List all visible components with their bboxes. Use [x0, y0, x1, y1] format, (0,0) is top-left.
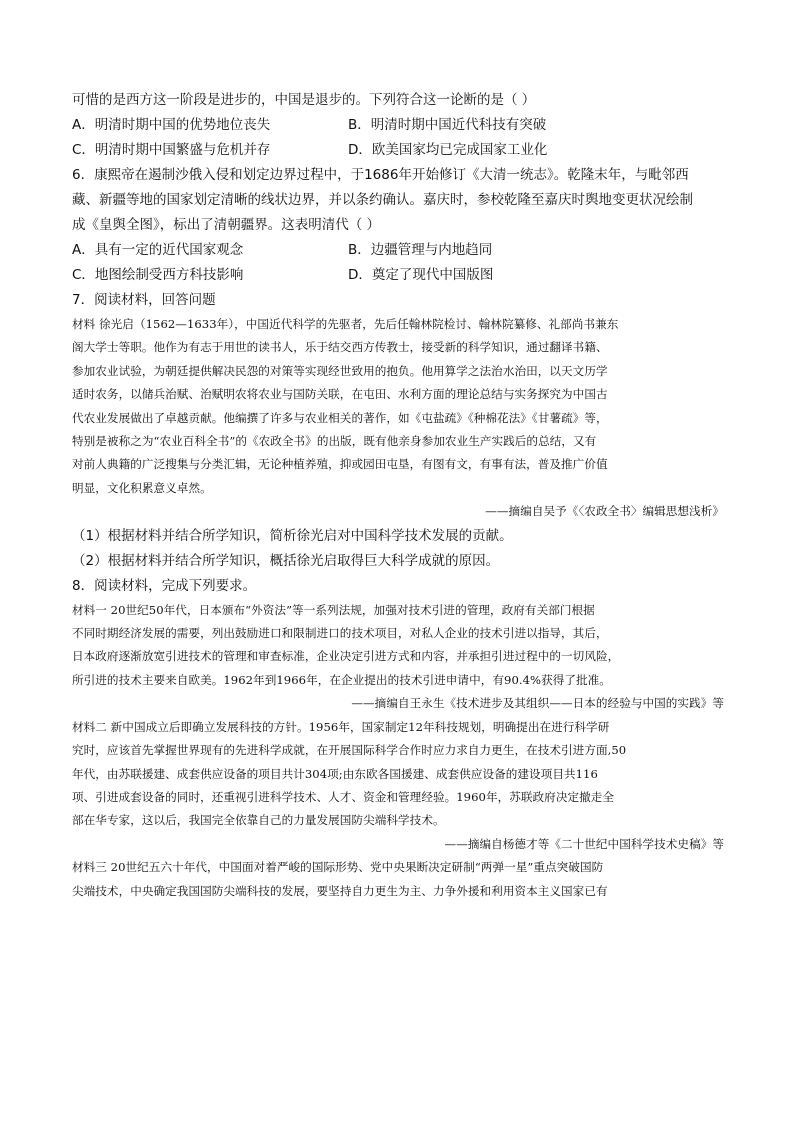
q8-source-1: ——摘编自王永生《技术进步及其组织——日本的经验与中国的实践》等	[351, 696, 724, 711]
q6-option-a[interactable]: A．具有一定的近代国家观念	[72, 242, 244, 258]
q8-material3-line: 尖端技术，中央确定我国国防尖端科技的发展，要坚持自力更生为主、力争外援和利用资本主义国家已有	[72, 883, 608, 898]
question-8	[72, 574, 724, 903]
q7-material-line: 明显，文化积累意义卓然。	[72, 480, 212, 495]
q6-options-row-1	[72, 238, 724, 263]
q8-source-2: ——摘编自杨德才等《二十世纪中国科学技术史稿》等	[444, 836, 724, 851]
q7-material	[72, 313, 724, 524]
q5-options-row-1	[72, 113, 724, 138]
q7-source: ——摘编自吴予《〈农政全书〉编辑思想浅析》	[485, 504, 724, 519]
q8-material1-line: 材料一 20世纪50年代，日本颁布“外资法”等一系列法规，加强对技术引进的管理，政府有关部门根据	[72, 602, 595, 617]
exam-page	[72, 88, 724, 903]
q5-option-a[interactable]: A．明清时期中国的优势地位丧失	[72, 117, 271, 133]
q5-option-d[interactable]: D．欧美国家均已完成国家工业化	[348, 142, 548, 158]
q7-material-line: 适时农务，以储兵治赋、治赋明农将农业与国防关联，在屯田、水利方面的理论总结与实务探究为中国古	[72, 387, 608, 402]
question-5	[72, 88, 724, 163]
q7-material-line: 代农业发展做出了卓越贡献。他编撰了许多与农业相关的著作，如《屯盐疏》《种棉花法》《甘薯疏》等，	[72, 410, 608, 425]
q8-material1-line: 不同时期经济发展的需要，列出鼓励进口和限制进口的技术项目，对私人企业的技术引进以指导，其后，	[72, 626, 608, 641]
q6-option-d[interactable]: D．奠定了现代中国版图	[348, 267, 494, 283]
q6-stem-line: 藏、新疆等地的国家划定清晰的线状边界，并以条约确认。嘉庆时，参校乾隆至嘉庆时舆地变更状况绘制	[72, 192, 693, 208]
q8-title: 8．阅读材料，完成下列要求。	[72, 577, 257, 594]
q6-option-b[interactable]: B．边疆管理与内地趋同	[348, 242, 493, 258]
q7-material-line: 参加农业试验，为朝廷提供解决民怨的对策等实现经世致用的抱负。他用算学之法治水治田，以天文历学	[72, 363, 608, 378]
q8-material-3	[72, 856, 724, 903]
q7-subquestion-1: （1）根据材料并结合所学知识，简析徐光启对中国科学技术发展的贡献。	[72, 527, 513, 544]
q7-title: 7．阅读材料，回答问题	[72, 292, 216, 308]
q7-material-line: 阁大学士等职。他作为有志于用世的读书人，乐于结交西方传教士，接受新的科学知识，通过翻译书籍、	[72, 340, 608, 355]
q5-stem: 可惜的是西方这一阶段是进步的，中国是退步的。下列符合这一论断的是（ ）	[72, 92, 536, 108]
q8-material2-line: 究时，应该首先掌握世界现有的先进科学成就，在开展国际科学合作时应力求自力更生，在技术引进方面,50	[72, 743, 627, 758]
q8-material2-line: 部在华专家，这以后，我国完全依靠自己的力量发展国防尖端科学技术。	[72, 813, 445, 828]
question-7	[72, 288, 724, 574]
q8-material3-line: 材料三 20世纪五六十年代，中国面对着严峻的国际形势、党中央果断决定研制“两弹一星”重点突破国防	[72, 860, 604, 875]
q7-material-line: 材料 徐光启（1562—1633年），中国近代科学的先驱者，先后任翰林院检讨、翰林院纂修、礼部尚书兼东	[72, 317, 619, 331]
q7-subquestion-2: （2）根据材料并结合所学知识，概括徐光启取得巨大科学成就的原因。	[72, 552, 500, 569]
q8-material2-line: 项、引进成套设备的同时，还重视引进科学技术、人才、资金和管理经验。1960年，苏联政府决定撤走全	[72, 789, 615, 804]
q7-material-line: 对前人典籍的广泛搜集与分类汇辑，无论种植养殖，抑或园田屯垦，有图有文，有事有法，普及推广价值	[72, 457, 608, 472]
q8-material2-line: 年代，由苏联援建、成套供应设备的项目共计304项;由东欧各国援建、成套供应设备的建设项目共116	[72, 766, 598, 781]
q8-material1-line: 所引进的技术主要来自欧美。1962年到1966年，在企业提出的技术引进申请中，有90.4%获得了批准。	[72, 672, 611, 687]
q8-material2-line: 材料二 新中国成立后即确立发展科技的方针。1956年，国家制定12年科技规划，明确提出在进行科学研	[72, 719, 610, 734]
question-6	[72, 163, 724, 288]
q7-material-line: 特别是被称之为“农业百科全书”的《农政全书》的出版，既有他亲身参加农业生产实践后的总结，又有	[72, 434, 597, 449]
q6-stem-line: 6．康熙帝在遏制沙俄入侵和划定边界过程中，于1686年开始修订《大清一统志》。乾隆末年，与毗邻西	[72, 167, 689, 183]
q8-material1-line: 日本政府逐渐放宽引进技术的管理和审查标准，企业决定引进方式和内容，并承担引进过程中的一切风险，	[72, 649, 620, 664]
q5-option-b[interactable]: B．明清时期中国近代科技有突破	[348, 117, 547, 133]
q6-option-c[interactable]: C．地图绘制受西方科技影响	[72, 267, 244, 283]
q5-options-row-2	[72, 138, 724, 163]
q8-material-2	[72, 716, 724, 856]
q6-stem-line: 成《皇舆全图》，标出了清朝疆界。这表明清代（ ）	[72, 217, 381, 233]
q5-option-c[interactable]: C．明清时期中国繁盛与危机并存	[72, 142, 271, 158]
q6-options-row-2	[72, 263, 724, 288]
q8-material-1	[72, 599, 724, 716]
